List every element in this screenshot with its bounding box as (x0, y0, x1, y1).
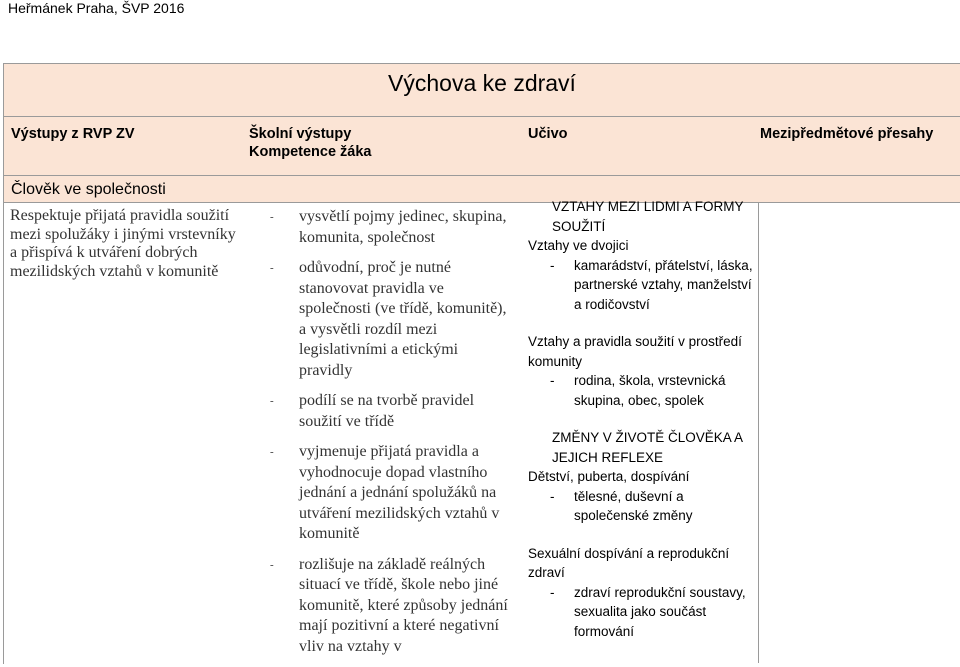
column-header-school-outcomes (249, 125, 372, 161)
outcome-text: podílí se na tvorbě pravidel soužití ve třídě (299, 392, 475, 430)
section-row (4, 176, 960, 203)
outcome-text: vysvětlí pojmy jedinec, skupina, komunita, společnost (299, 208, 507, 246)
curriculum-table (3, 63, 960, 664)
column-header-school-outcomes-line2: Kompetence žáka (249, 144, 372, 160)
curriculum-topic: Sexuální dospívání a reprodukční zdraví (528, 545, 730, 580)
column-header-curriculum: Učivo (528, 126, 568, 142)
column-header-cross-curricular: Mezipředmětové přesahy (760, 126, 934, 142)
bullet-dash: - (270, 558, 274, 571)
curriculum-heading-2: ZMĚNY V ŽIVOTĚ ČLOVĚKA A JEJICH REFLEXE (552, 430, 743, 465)
curriculum-heading-1: VZTAHY MEZI LIDMI A FORMY SOUŽITÍ (552, 199, 744, 234)
outcome-text: vyjmenuje přijatá pravidla a vyhodnocuje dopad vlastního jednání a jednání spolužáků na utváření mezilidských vztahů v komunitě (299, 443, 500, 542)
content-row (4, 199, 960, 663)
bullet-dash: - (270, 446, 274, 458)
bullet-dash: - (550, 584, 555, 600)
curriculum-topic: Vztahy ve dvojici (528, 238, 629, 253)
curriculum-content (528, 197, 758, 641)
list-item (270, 442, 515, 545)
bullet-dash: - (550, 257, 555, 273)
column-divider (758, 203, 759, 663)
outcome-text: rozlišuje na základě reálných situací ve třídě, škole nebo jiné komunitě, které způsoby jednání mají pozitivní a které negativní vliv na vztahy v (299, 555, 508, 655)
section-title: Člověk ve společnosti (11, 181, 166, 198)
bullet-dash: - (550, 373, 555, 388)
curriculum-topic: Vztahy a pravidla soužití v prostředí komunity (528, 334, 742, 369)
curriculum-subitem: - zdraví reprodukční soustavy, sexualita jako součást formování (550, 584, 746, 639)
bullet-dash: - (270, 262, 274, 274)
document-header: Heřmánek Praha, ŠVP 2016 (8, 0, 185, 16)
bullet-dash: - (270, 395, 274, 407)
bullet-dash: - (270, 211, 274, 223)
curriculum-subitem: - tělesné, duševní a společenské změny (550, 488, 693, 523)
school-outcomes-list (270, 207, 515, 667)
curriculum-topic: Dětství, puberta, dospívání (528, 469, 690, 484)
subject-title: Výchova ke zdraví (388, 70, 576, 96)
bullet-dash: - (550, 488, 555, 504)
list-item (270, 555, 515, 658)
curriculum-subitem: - rodina, škola, vrstevnická skupina, obec, spolek (550, 373, 726, 408)
outcome-text: odůvodní, proč je nutné stanovovat pravidla ve společnosti (ve třídě, komunitě), a vysvětli rozdíl mezi legislativními a etickými pravidly (299, 259, 507, 379)
column-header-row (4, 117, 960, 176)
title-row (4, 64, 960, 117)
list-item (270, 207, 515, 248)
list-item (270, 258, 515, 381)
curriculum-subitem: - kamarádství, přátelství, láska, partnerské vztahy, manželství a rodičovství (550, 257, 753, 312)
column-header-rvp: Výstupy z RVP ZV (11, 126, 135, 142)
column-header-school-outcomes-line1: Školní výstupy (249, 126, 352, 142)
list-item (270, 391, 515, 432)
rvp-outcome: Respektuje přijatá pravidla soužití mezi spolužáky i jinými vrstevníky a přispívá k utváření dobrých mezilidských vztahů v komunitě (10, 207, 236, 280)
